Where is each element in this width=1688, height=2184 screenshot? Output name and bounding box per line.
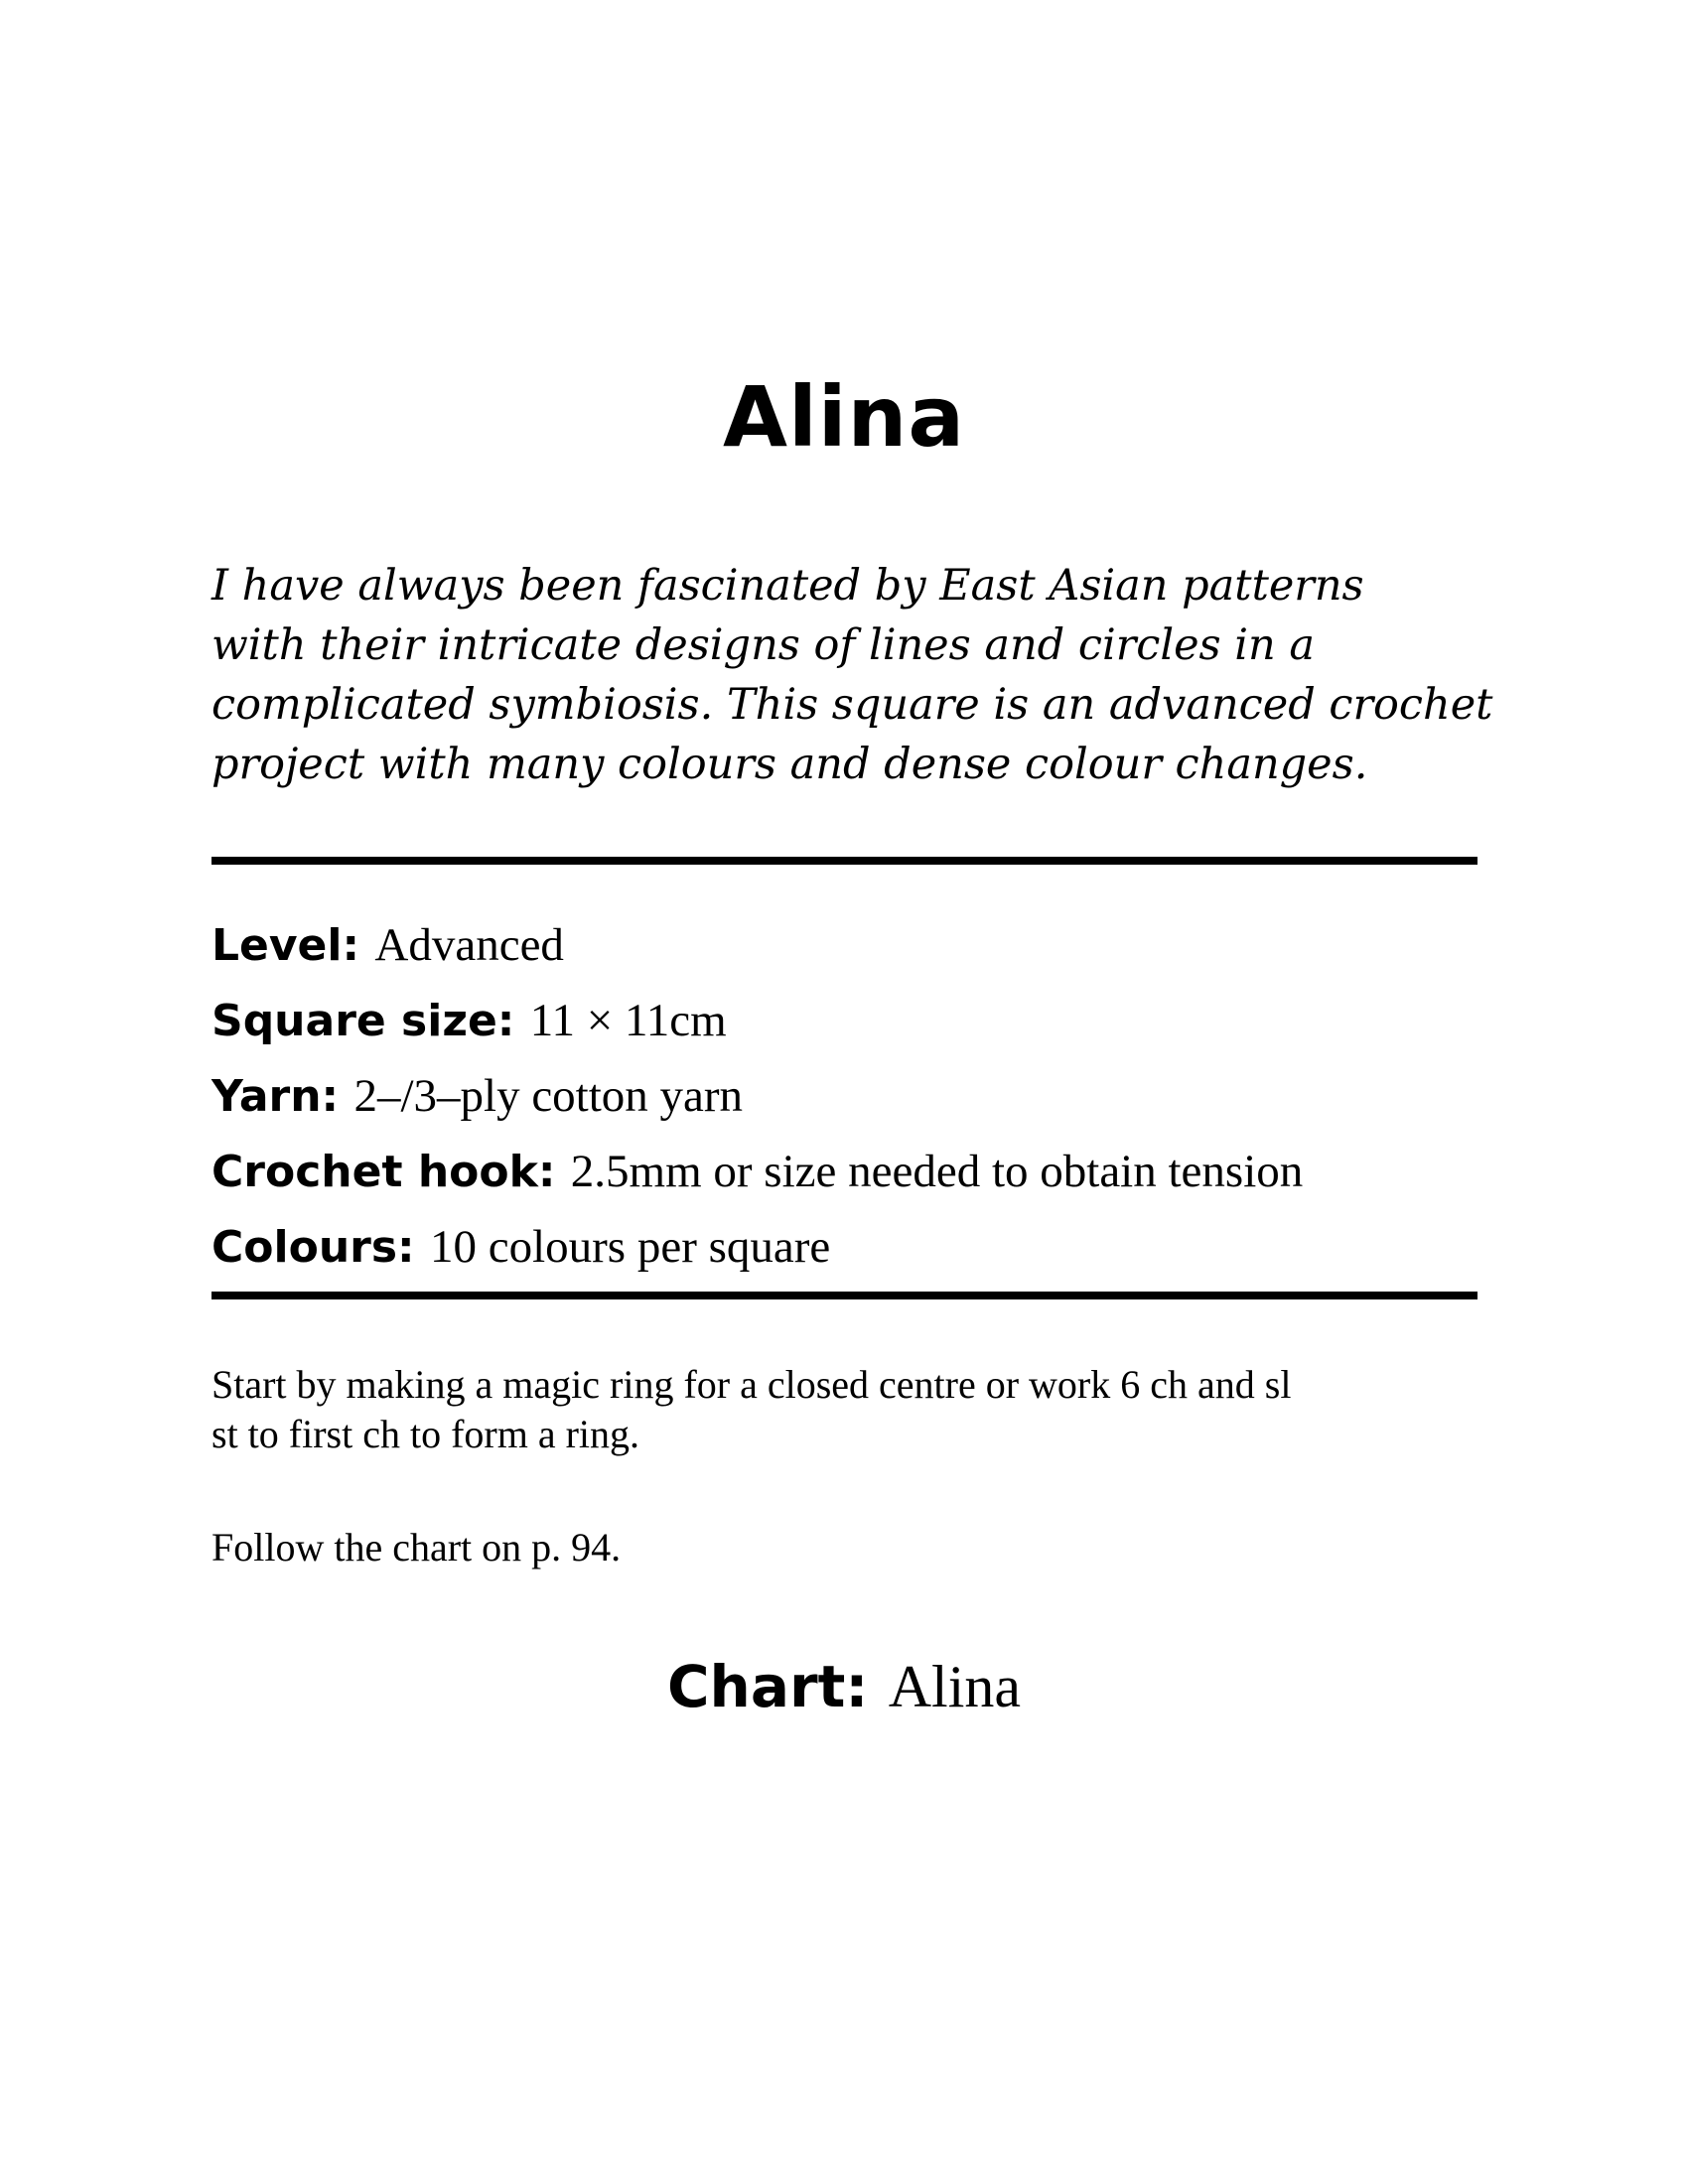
spec-label: Crochet hook:	[211, 1147, 571, 1197]
start-instruction	[211, 1360, 1502, 1459]
spec-label: Square size:	[211, 996, 530, 1046]
intro-line: project with many colours and dense colour changes.	[211, 740, 1368, 789]
chart-caption-name: Alina	[888, 1654, 1022, 1719]
spec-square-size	[211, 983, 1502, 1058]
spec-yarn	[211, 1058, 1502, 1134]
specs-list	[211, 907, 1502, 1285]
spec-label: Yarn:	[211, 1071, 354, 1122]
chart-caption	[0, 1652, 1688, 1737]
instruction-line: Start by making a magic ring for a closed centre or work 6 ch and sl	[211, 1362, 1292, 1407]
spec-label: Level:	[211, 920, 375, 971]
spec-value: 11 × 11cm	[529, 995, 727, 1046]
spec-value: 2–/3–ply cotton yarn	[353, 1070, 744, 1122]
spec-value: 2.5mm or size needed to obtain tension	[570, 1146, 1304, 1197]
intro-line: with their intricate designs of lines and circles in a	[211, 620, 1316, 670]
page-title: Alina	[722, 368, 966, 466]
chart-caption-label: Chart:	[666, 1653, 889, 1720]
spec-level	[211, 907, 1502, 983]
spec-value: 10 colours per square	[429, 1221, 831, 1273]
spec-value: Advanced	[374, 919, 564, 971]
spec-label: Colours:	[211, 1222, 430, 1273]
intro-line: I have always been fascinated by East Asian patterns	[211, 561, 1364, 611]
instruction-line: st to first ch to form a ring.	[211, 1412, 640, 1456]
spec-crochet-hook	[211, 1134, 1502, 1209]
spec-colours	[211, 1209, 1502, 1285]
bottom-divider	[211, 1292, 1477, 1299]
top-divider	[211, 857, 1477, 865]
intro-paragraph	[211, 556, 1502, 794]
follow-chart-instruction: Follow the chart on p. 94.	[211, 1525, 622, 1570]
instructions	[211, 1360, 1502, 1572]
intro-line: complicated symbiosis. This square is an advanced crochet	[211, 680, 1493, 730]
